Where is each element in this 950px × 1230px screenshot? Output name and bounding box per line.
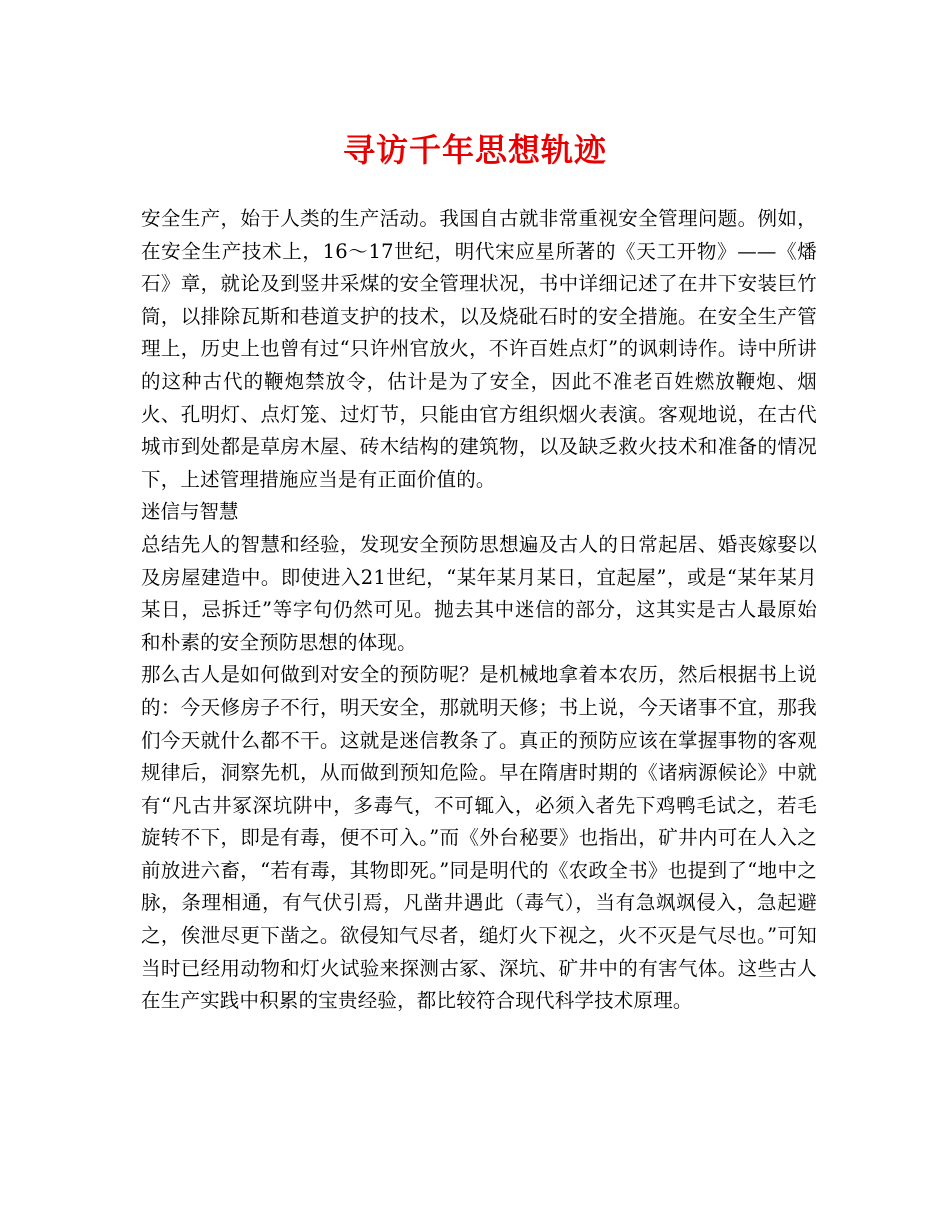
paragraph-prevention: 那么古人是如何做到对安全的预防呢？是机械地拿着本农历，然后根据书上说的：今天修房子不行，明天安全，那就明天修；书上说，今天诸事不宜，那我们今天就什么都不干。这就是迷信教条了。真正的预防应该在掌握事物的客观规律后，洞察先机，从而做到预知危险。早在隋唐时期的《诸病源候论》中就有“凡古井冢深坑阱中，多毒气，不可辄入，必须入者先下鸡鸭毛试之，若毛旋转不下，即是有毒，便不可入。”而《外台秘要》也指出，矿井内可在人入之前放进六畜，“若有毒，其物即死。”同是明代的《农政全书》也提到了“地中之脉，条理相通，有气伏引焉，凡凿井遇此（毒气），当有急飒飒侵入，急起避之，俟泄尽更下凿之。欲侵知气尽者，缒灯火下视之，火不灭是气尽也。”可知当时已经用动物和灯火试验来探测古冢、深坑、矿井中的有害气体。这些古人在生产实践中积累的宝贵经验，都比较符合现代科学技术原理。 bbox=[141, 663, 817, 1013]
section-heading: 迷信与智慧 bbox=[141, 500, 239, 524]
document-title: 寻访千年思想轨迹 bbox=[342, 131, 607, 169]
paragraph-intro: 安全生产，始于人类的生产活动。我国自古就非常重视安全管理问题。例如，在安全生产技术上，16～17世纪，明代宋应星所著的《天工开物》——《燔石》章，就论及到竖井采煤的安全管理状况，书中详细记述了在井下安装巨竹筒，以排除瓦斯和巷道支护的技术，以及烧砒石时的安全措施。在安全生产管理上，历史上也曾有过“只许州官放火，不许百姓点灯”的讽刺诗作。诗中所讲的这种古代的鞭炮禁放令，估计是为了安全，因此不准老百姓燃放鞭炮、烟火、孔明灯、点灯笼、过灯节，只能由官方组织烟火表演。客观地说，在古代城市到处都是草房木屋、砖木结构的建筑物，以及缺乏救火技术和准备的情况下，上述管理措施应当是有正面价值的。 bbox=[141, 207, 817, 491]
paragraph-summary: 总结先人的智慧和经验，发现安全预防思想遍及古人的日常起居、婚丧嫁娶以及房屋建造中。即使进入21世纪，“某年某月某日，宜起屋”，或是“某年某月某日，忌拆迁”等字句仍然可见。抛去其中迷信的部分，这其实是古人最原始和朴素的安全预防思想的体现。 bbox=[141, 532, 817, 654]
document-body bbox=[141, 203, 817, 1018]
